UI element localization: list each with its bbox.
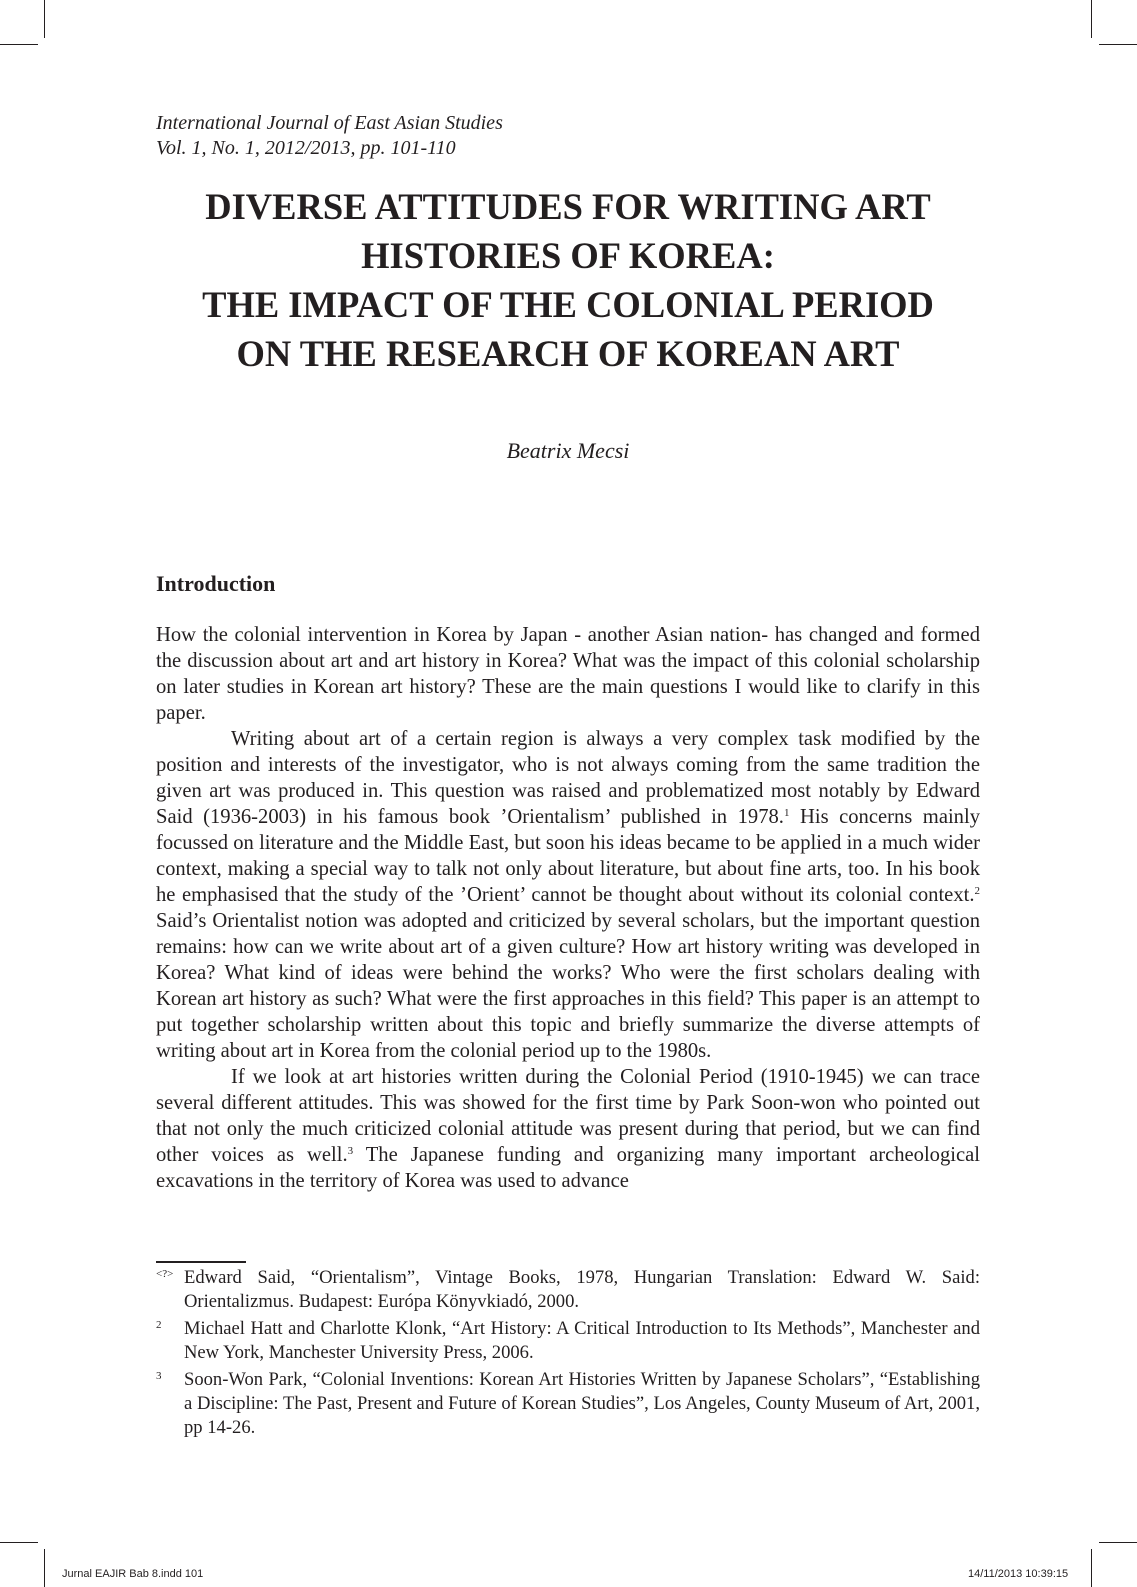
footnote-number: <?> [156,1268,174,1280]
paragraph: If we look at art histories written during the Colonial Period (1910-1945) we can trace several different attitudes. This was showed for the first time by Park Soon-won who pointed out that not only the much criticized colonial attitude was present during that period, but we can find other voices as well.$^3$ The Japanese funding and organizing many important archeological excavations in the territory of Korea was used to advance [156,1066,980,1192]
print-slug-timestamp: 14/11/2013 10:39:15 [968,1568,1069,1580]
footnotes [156,1266,980,1443]
crop-mark-bottom-right-horizontal [1099,1542,1137,1543]
footnote-number: 3 [156,1370,162,1382]
author-name: Beatrix Mecsi [506,438,630,463]
section-heading: Introduction [156,571,276,596]
title-line: HISTORIES OF KOREA: [361,235,775,276]
footnote-text: Michael Hatt and Charlotte Klonk, “Art History: A Critical Introduction to Its Methods”, Manchester and New York, Manchester University Press, 2006. [184,1318,980,1363]
print-slug-filename: Jurnal EAJIR Bab 8.indd 101 [62,1568,204,1580]
journal-volume: Vol. 1, No. 1, 2012/2013, pp. 101-110 [156,137,456,159]
footnote [156,1368,980,1440]
crop-mark-top-left-vertical [44,0,45,38]
footnote-ref[interactable]: 2 [974,885,980,897]
journal-name: International Journal of East Asian Studies [156,112,503,134]
body-text [156,622,980,1194]
paper-title [156,182,980,378]
crop-mark-bottom-right-vertical [1091,1549,1092,1587]
paragraph: How the colonial intervention in Korea by Japan - another Asian nation- has changed and formed the discussion about art and art history in Korea? What was the impact of this colonial scholarship on later studies in Korean art history? These are the main questions I would like to clarify in this paper. [156,624,980,724]
crop-mark-top-right-horizontal [1099,44,1137,45]
footnote-text: Soon-Won Park, “Colonial Inventions: Korean Art Histories Written by Japanese Scholars”, “Establishing a Discipline: The Past, Present and Future of Korean Studies”, Los Angeles, County Museum of Art, 2001, pp 14-26. [184,1369,980,1438]
footnote-number: 2 [156,1319,162,1331]
crop-mark-top-left-horizontal [0,44,38,45]
footnote [156,1266,980,1314]
journal-header [156,111,503,161]
title-line: DIVERSE ATTITUDES FOR WRITING ART [205,186,931,227]
crop-mark-bottom-left-horizontal [0,1542,38,1543]
crop-mark-top-right-vertical [1091,0,1092,38]
paragraph: Writing about art of a certain region is always a very complex task modified by the position and interests of the investigator, who is not always coming from the same tradition the given art was produced in. This question was raised and problematized most notably by Edward Said (1936-2003) in his famous book ’Orientalism’ published in 1978.$^1$ His concerns mainly focussed on literature and the Middle East, but soon his ideas became to be applied in a much wider context, making a special way to talk not only about literature, but about fine arts, too. In his book he emphasised that the study of the ’Orient’ cannot be thought about without its colonial context.$^2$ Said’s Orientalist notion was adopted and criticized by several scholars, but the important question remains: how can we write about art of a given culture? How art history writing was developed in Korea? What kind of ideas were behind the works? Who were the first scholars dealing with Korean art history as such? What were the first approaches in this field? This paper is an attempt to put together scholarship written about this topic and briefly summarize the diverse attempts of writing about art in Korea from the colonial period up to the 1980s. [156,728,980,1062]
footnote-ref[interactable]: 3 [347,1145,354,1157]
title-line: ON THE RESEARCH OF KOREAN ART [236,333,900,374]
title-line: THE IMPACT OF THE COLONIAL PERIOD [202,284,934,325]
crop-mark-bottom-left-vertical [44,1549,45,1587]
footnote [156,1317,980,1365]
footnote-ref[interactable]: 1 [783,807,790,819]
footnote-text: Edward Said, “Orientalism”, Vintage Books, 1978, Hungarian Translation: Edward W. Said: Orientalizmus. Budapest: Európa Könyvkiadó, 2000. [184,1267,980,1312]
